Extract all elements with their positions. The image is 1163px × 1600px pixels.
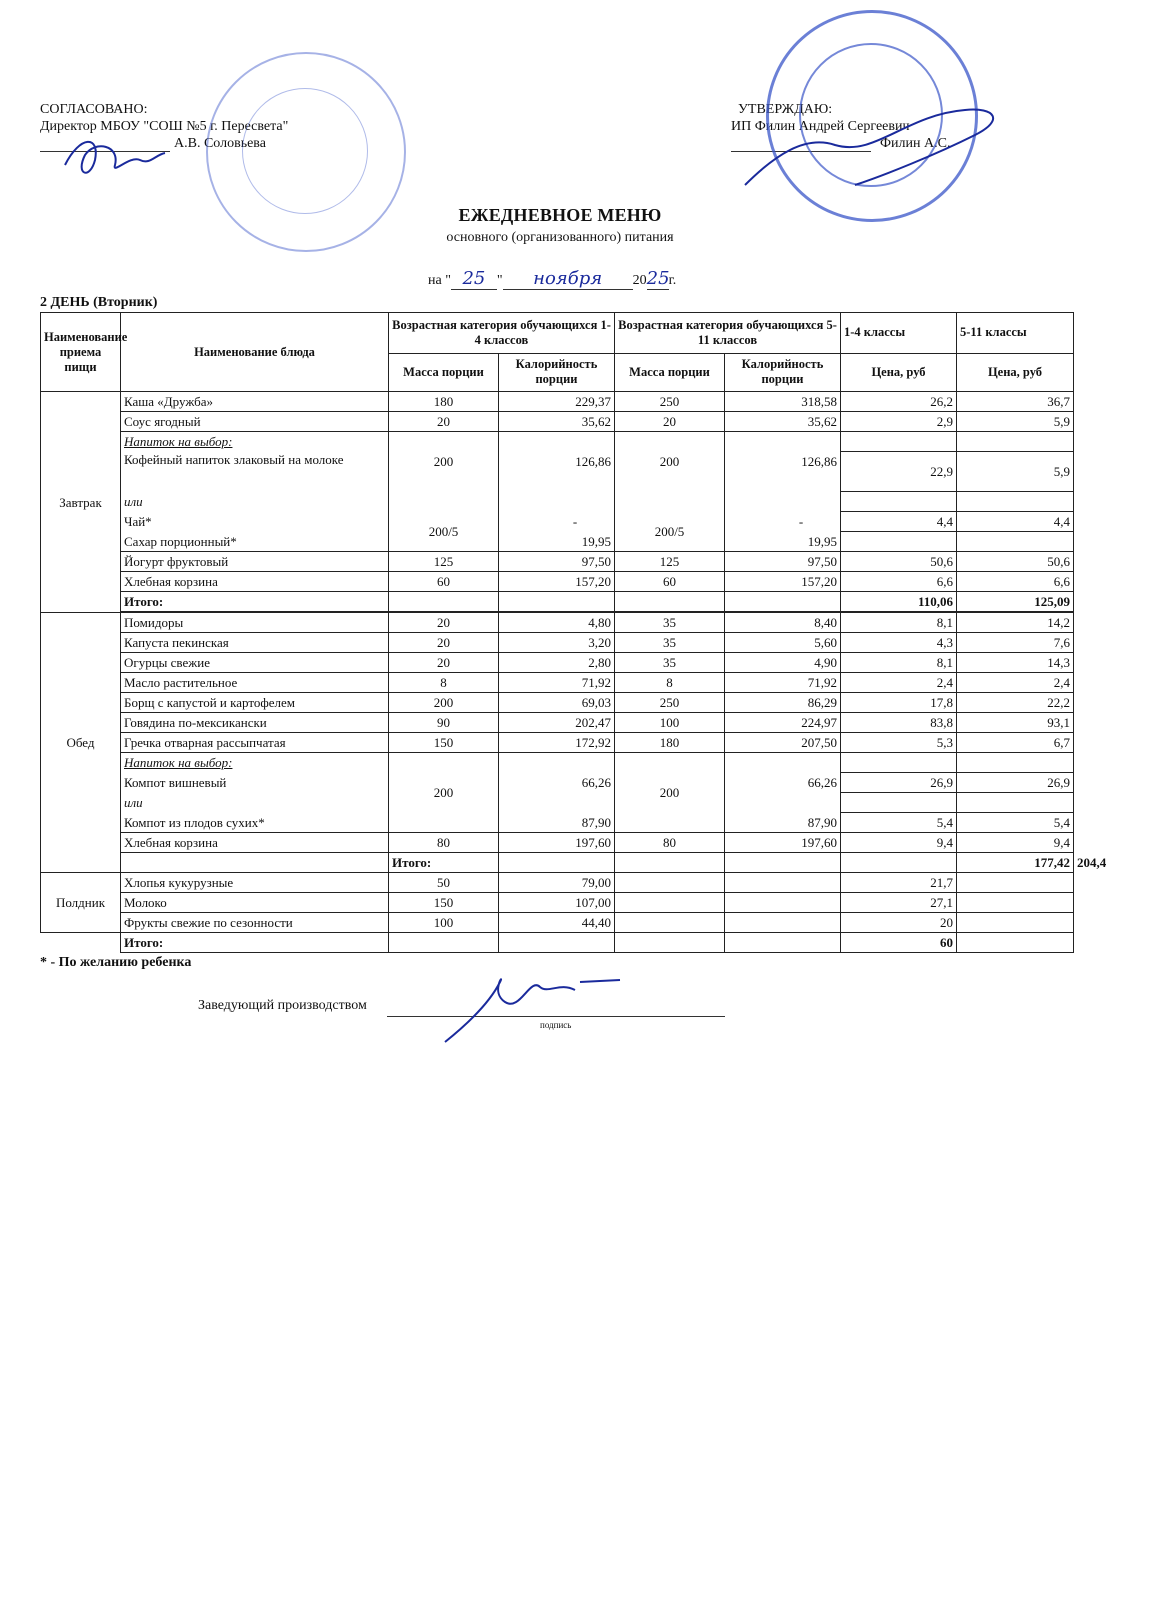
- table-row: [41, 412, 1074, 432]
- table-row: [41, 633, 1074, 653]
- dish-name: Молоко: [121, 893, 389, 913]
- total-1-4: 60: [841, 933, 957, 953]
- snack-total-row: [41, 933, 1074, 953]
- price-1-4: 4,3: [841, 633, 957, 653]
- price-1-4: 9,4: [841, 833, 957, 853]
- mass-5-11: 180: [615, 733, 725, 753]
- cal-1-4: 44,40: [499, 913, 615, 933]
- cal-5-11: 19,95: [725, 532, 841, 552]
- col-meal: Наименование приема пищи: [41, 313, 121, 392]
- mass-1-4: 150: [389, 893, 499, 913]
- page-subtitle: основного (организованного) питания: [446, 230, 674, 245]
- cal-5-11: 157,20: [725, 572, 841, 592]
- col-grade1: 1-4 классы: [841, 313, 957, 354]
- table-row: [41, 432, 1074, 452]
- director-signature: [60, 125, 170, 185]
- cal-1-4: 126,86: [499, 432, 615, 492]
- table-row: [41, 833, 1074, 853]
- date-prefix: на ": [428, 273, 451, 288]
- dish-name: Кофейный напиток злаковый на молоке: [121, 452, 389, 492]
- dish-name: Компот из плодов сухих*: [121, 813, 389, 833]
- mass-1-4: 125: [389, 552, 499, 572]
- mass-5-11: 60: [615, 572, 725, 592]
- dish-name: Соус ягодный: [121, 412, 389, 432]
- approved-position: ИП Филин Андрей Сергеевич: [731, 119, 910, 134]
- table-row: [41, 753, 1074, 773]
- dish-name: Помидоры: [121, 613, 389, 633]
- cal-1-4: -: [499, 512, 615, 532]
- mass-5-11: 35: [615, 653, 725, 673]
- date-year-suffix: 25: [646, 268, 670, 289]
- footnote: * - По желанию ребенка: [40, 955, 192, 970]
- mass-1-4: 90: [389, 713, 499, 733]
- price-5-11: 50,6: [957, 552, 1074, 572]
- dish-name: Компот вишневый: [121, 773, 389, 793]
- cal-1-4: 79,00: [499, 873, 615, 893]
- total-label: Итого:: [121, 933, 389, 953]
- mass-5-11: 20: [615, 412, 725, 432]
- date-month: ноября: [503, 268, 633, 290]
- mass-1-4: 100: [389, 913, 499, 933]
- cal-1-4: 97,50: [499, 552, 615, 572]
- price-1-4: 2,4: [841, 673, 957, 693]
- mass-1-4: 180: [389, 392, 499, 412]
- table-row: [41, 492, 1074, 512]
- price-5-11: 2,4: [957, 673, 1074, 693]
- table-row: [41, 893, 1074, 913]
- cal-1-4: 66,26: [499, 773, 615, 793]
- mass-1-4: 20: [389, 613, 499, 633]
- mass-1-4: 8: [389, 673, 499, 693]
- cal-1-4: 87,90: [499, 813, 615, 833]
- drink-choice-label: Напиток на выбор:: [121, 432, 389, 452]
- price-1-4: 2,9: [841, 412, 957, 432]
- entrepreneur-signature: [735, 95, 1015, 205]
- cal-1-4: 157,20: [499, 572, 615, 592]
- table-row: [41, 673, 1074, 693]
- table-row: [41, 512, 1074, 532]
- meal-lunch: Обед: [41, 613, 121, 873]
- mass-1-4: 60: [389, 572, 499, 592]
- price-1-4: 5,4: [841, 813, 957, 833]
- date-suffix: г.: [668, 273, 677, 288]
- col-cat2: Возрастная категория обучающихся 5-11 классов: [615, 313, 841, 354]
- mass-5-11: 35: [615, 613, 725, 633]
- agreed-name: А.В. Соловьева: [174, 136, 266, 151]
- page-title: ЕЖЕДНЕВНОЕ МЕНЮ: [458, 205, 662, 225]
- dish-name: Говядина по-мексикански: [121, 713, 389, 733]
- table-row: [41, 733, 1074, 753]
- cal-1-4: 202,47: [499, 713, 615, 733]
- cal-5-11: 224,97: [725, 713, 841, 733]
- table-row: [41, 613, 1074, 633]
- mass-1-4: 20: [389, 653, 499, 673]
- date-year-prefix: 20: [632, 273, 647, 288]
- total-1-4: 110,06: [841, 592, 957, 612]
- mass-5-11: 125: [615, 552, 725, 572]
- cal-1-4: 4,80: [499, 613, 615, 633]
- cal-1-4: 71,92: [499, 673, 615, 693]
- price-1-4: 26,9: [841, 773, 957, 793]
- approved-label: УТВЕРЖДАЮ:: [738, 102, 833, 117]
- cal-1-4: 197,60: [499, 833, 615, 853]
- price-1-4: 83,8: [841, 713, 957, 733]
- cal-5-11: 87,90: [725, 813, 841, 833]
- col-cal1: Калорийность порции: [499, 353, 615, 392]
- price-5-11: 5,9: [957, 412, 1074, 432]
- table-row: [41, 913, 1074, 933]
- table-row: [41, 392, 1074, 412]
- price-5-11: 9,4: [957, 833, 1074, 853]
- meal-snack: Полдник: [41, 873, 121, 933]
- mass-5-11: 250: [615, 392, 725, 412]
- cal-1-4: 35,62: [499, 412, 615, 432]
- cal-5-11: 66,26: [725, 773, 841, 793]
- mass-1-4: 200: [389, 753, 499, 833]
- dish-name: Йогурт фруктовый: [121, 552, 389, 572]
- price-1-4: 8,1: [841, 613, 957, 633]
- cal-5-11: -: [725, 512, 841, 532]
- dish-name: Хлебная корзина: [121, 572, 389, 592]
- mass-5-11: 200: [615, 432, 725, 492]
- table-row: [41, 713, 1074, 733]
- dish-name: Капуста пекинская: [121, 633, 389, 653]
- cal-5-11: 197,60: [725, 833, 841, 853]
- dish-name: Каша «Дружба»: [121, 392, 389, 412]
- table-row: [41, 813, 1074, 833]
- date-day: 25: [451, 268, 497, 290]
- cal-1-4: 2,80: [499, 653, 615, 673]
- cal-5-11: 86,29: [725, 693, 841, 713]
- price-1-4: 27,1: [841, 893, 957, 913]
- date-mid: ": [496, 273, 503, 288]
- price-1-4: 17,8: [841, 693, 957, 713]
- dish-name: Хлопья кукурузные: [121, 873, 389, 893]
- mass-5-11: 8: [615, 673, 725, 693]
- cal-1-4: 69,03: [499, 693, 615, 713]
- mass-1-4: 200: [389, 693, 499, 713]
- price-1-4: 6,6: [841, 572, 957, 592]
- cal-5-11: 8,40: [725, 613, 841, 633]
- mass-5-11: 100: [615, 713, 725, 733]
- col-dish: Наименование блюда: [121, 313, 389, 392]
- mass-1-4: 80: [389, 833, 499, 853]
- price-5-11: 14,2: [957, 613, 1074, 633]
- col-mass2: Масса порции: [615, 353, 725, 392]
- cal-5-11: 35,62: [725, 412, 841, 432]
- table-row: [41, 532, 1074, 552]
- total-label: Итого:: [121, 592, 389, 612]
- price-1-4: 50,6: [841, 552, 957, 572]
- lunch-total-row: Итого: 177,42 204,4: [41, 853, 1074, 873]
- day-label: 2 ДЕНЬ (Вторник): [40, 295, 158, 310]
- col-grade2: 5-11 классы: [957, 313, 1074, 354]
- cal-5-11: 97,50: [725, 552, 841, 572]
- mass-5-11: 80: [615, 833, 725, 853]
- price-5-11: 26,9: [957, 773, 1074, 793]
- table-row: [41, 773, 1074, 793]
- cal-5-11: 207,50: [725, 733, 841, 753]
- price-5-11: 5,4: [957, 813, 1074, 833]
- mass-1-4: 20: [389, 633, 499, 653]
- signature-caption: подпись: [540, 1020, 572, 1030]
- mass-1-4: 200: [389, 432, 499, 492]
- price-5-11: 4,4: [957, 512, 1074, 532]
- dish-name: Сахар порционный*: [121, 532, 389, 552]
- col-mass1: Масса порции: [389, 353, 499, 392]
- drink-choice-label: Напиток на выбор:: [121, 753, 389, 773]
- table-row: [41, 873, 1074, 893]
- table-row: [41, 693, 1074, 713]
- price-5-11: 36,7: [957, 392, 1074, 412]
- price-5-11: 6,6: [957, 572, 1074, 592]
- mass-5-11: 35: [615, 633, 725, 653]
- meal-breakfast: Завтрак: [41, 392, 121, 613]
- total-label: Итого:: [389, 853, 499, 873]
- price-5-11: 93,1: [957, 713, 1074, 733]
- dish-name: Масло растительное: [121, 673, 389, 693]
- dish-name: Чай*: [121, 512, 389, 532]
- menu-table: [40, 312, 1107, 953]
- price-1-4: 5,3: [841, 733, 957, 753]
- mass-5-11: 250: [615, 693, 725, 713]
- cal-5-11: 126,86: [725, 432, 841, 492]
- table-row: [41, 572, 1074, 592]
- approved-name: Филин А.С.: [880, 136, 951, 151]
- dish-name: Фрукты свежие по сезонности: [121, 913, 389, 933]
- col-price2: Цена, руб: [957, 353, 1074, 392]
- price-1-4: 4,4: [841, 512, 957, 532]
- price-5-11: 5,9: [957, 452, 1074, 492]
- mass-1-4: 150: [389, 733, 499, 753]
- mass-1-4: 200/5: [389, 512, 499, 552]
- cal-1-4: 229,37: [499, 392, 615, 412]
- price-5-11: 7,6: [957, 633, 1074, 653]
- dish-name: Хлебная корзина: [121, 833, 389, 853]
- or-label: или: [121, 793, 389, 813]
- table-row: [41, 552, 1074, 572]
- total-5-11: 125,09: [957, 592, 1074, 612]
- cal-1-4: 3,20: [499, 633, 615, 653]
- price-1-4: 22,9: [841, 452, 957, 492]
- manager-signature: [430, 962, 630, 1052]
- cal-5-11: 5,60: [725, 633, 841, 653]
- col-cat1: Возрастная категория обучающихся 1-4 классов: [389, 313, 615, 354]
- col-cal2: Калорийность порции: [725, 353, 841, 392]
- price-5-11: 6,7: [957, 733, 1074, 753]
- price-1-4: 8,1: [841, 653, 957, 673]
- price-1-4: 21,7: [841, 873, 957, 893]
- or-label: или: [121, 492, 389, 512]
- price-5-11: 14,3: [957, 653, 1074, 673]
- mass-1-4: 50: [389, 873, 499, 893]
- date-line: [428, 268, 676, 290]
- cal-1-4: 172,92: [499, 733, 615, 753]
- cal-5-11: 318,58: [725, 392, 841, 412]
- dish-name: Борщ с капустой и картофелем: [121, 693, 389, 713]
- mass-5-11: 200/5: [615, 512, 725, 552]
- price-1-4: 26,2: [841, 392, 957, 412]
- agreed-position: Директор МБОУ "СОШ №5 г. Пересвета": [40, 119, 289, 134]
- table-row: [41, 793, 1074, 813]
- cal-1-4: 19,95: [499, 532, 615, 552]
- mass-1-4: 20: [389, 412, 499, 432]
- breakfast-total-row: [41, 592, 1074, 612]
- table-row: [41, 653, 1074, 673]
- cal-5-11: 71,92: [725, 673, 841, 693]
- manager-label: Заведующий производством: [198, 998, 367, 1013]
- cal-1-4: 107,00: [499, 893, 615, 913]
- price-1-4: 20: [841, 913, 957, 933]
- mass-5-11: 200: [615, 753, 725, 833]
- cal-5-11: 4,90: [725, 653, 841, 673]
- dish-name: Гречка отварная рассыпчатая: [121, 733, 389, 753]
- col-price1: Цена, руб: [841, 353, 957, 392]
- price-5-11: 22,2: [957, 693, 1074, 713]
- dish-name: Огурцы свежие: [121, 653, 389, 673]
- total-1-4: 177,42: [957, 853, 1074, 873]
- agreed-label: СОГЛАСОВАНО:: [40, 102, 148, 117]
